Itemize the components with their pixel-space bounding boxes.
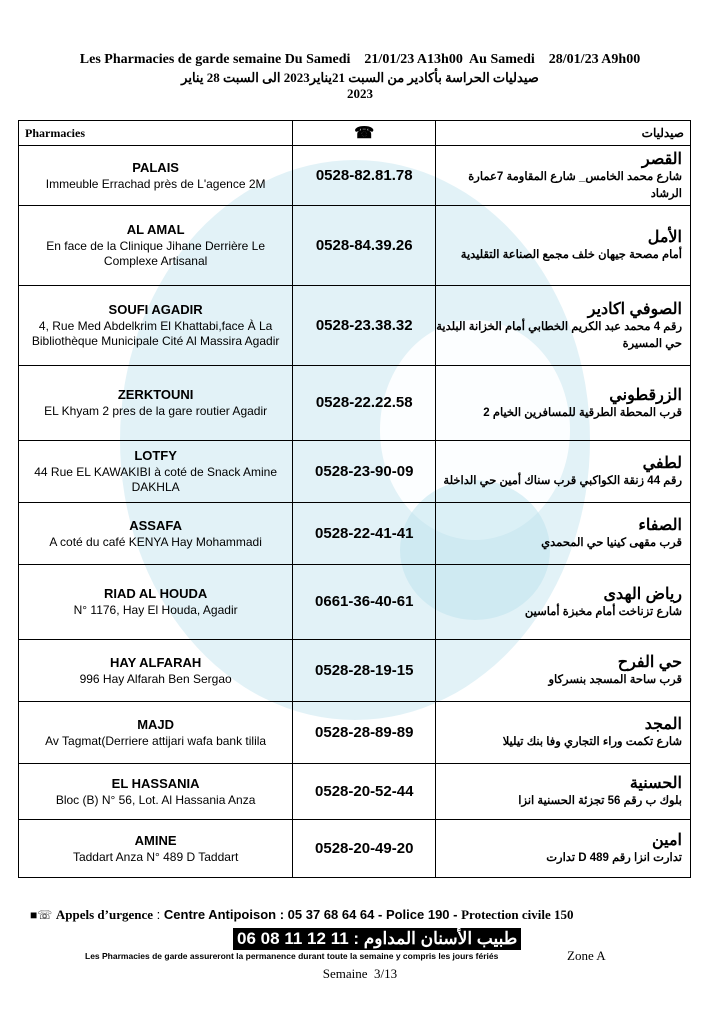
pharmacy-name-arabic: امين — [651, 832, 682, 849]
col-header-pharmacies: Pharmacies — [19, 121, 293, 146]
pharmacy-address: Immeuble Errachad près de L'agence 2M — [45, 176, 266, 191]
phone-cell — [293, 702, 436, 764]
arabic-cell — [436, 565, 691, 640]
pharmacy-address-arabic: شارع تكمت وراء التجاري وفا بنك تيليلا — [502, 736, 682, 748]
table-row — [19, 702, 691, 764]
pharmacy-address-arabic: رقم 4 محمد عبد الكريم الخطابي أمام الخزانة البلدية حي المسيرة — [436, 320, 682, 350]
table-row — [19, 820, 691, 878]
table-row — [19, 206, 691, 286]
pharmacy-address: N° 1176, Hay El Houda, Agadir — [73, 603, 238, 617]
pharmacy-name: HAY ALFARAH — [109, 654, 202, 670]
pharmacy-name-arabic: القصر — [641, 150, 682, 168]
page-title-arabic-year: 2023 — [347, 86, 373, 101]
pharmacy-name-arabic: الصوفي اكادير — [587, 300, 682, 318]
pharmacy-name-arabic: الزرقطوني — [609, 386, 682, 404]
pharmacy-address: EL Khyam 2 pres de la gare routier Agadir — [44, 404, 268, 418]
table-row — [19, 286, 691, 366]
pharmacy-cell — [19, 702, 293, 764]
permanence-note: Les Pharmacies de garde assureront la permanence durant toute la semaine y compris les jours fériés — [85, 951, 499, 961]
arabic-cell — [436, 503, 691, 565]
protection-civile: Protection civile 150 — [461, 907, 574, 922]
pharmacy-name: LOTFY — [134, 448, 177, 463]
pharmacy-cell — [19, 764, 293, 820]
pharmacy-phone: 0528-82.81.78 — [315, 166, 413, 184]
pharmacy-address-arabic: بلوك ب رقم 56 تجزئة الحسنية انزا — [518, 795, 682, 807]
pharmacy-name: SOUFI AGADIR — [108, 302, 203, 317]
pharmacy-phone: 0528-20-52-44 — [315, 782, 414, 800]
week-number: Semaine 3/13 — [322, 966, 398, 981]
table-row — [19, 640, 691, 702]
pharmacy-name-arabic: المجد — [644, 716, 682, 733]
table-row — [19, 764, 691, 820]
phone-cell — [293, 441, 436, 503]
table-row — [19, 503, 691, 565]
arabic-cell — [436, 820, 691, 878]
arabic-cell — [436, 366, 691, 441]
pharmacy-cell — [19, 146, 293, 206]
phone-cell — [293, 565, 436, 640]
arabic-cell — [436, 286, 691, 366]
pharmacy-name: EL HASSANIA — [111, 775, 200, 791]
phone-cell — [293, 640, 436, 702]
table-header-row — [19, 121, 691, 146]
pharmacy-phone: 0528-84.39.26 — [315, 236, 413, 254]
pharmacy-address: 4, Rue Med Abdelkrim El Khattabi,face À La Bibliothèque Municipale Cité Al Massira Agadir — [31, 319, 280, 348]
pharmacy-name-arabic: لطفي — [642, 455, 682, 472]
pharmacy-address: A coté du café KENYA Hay Mohammadi — [49, 534, 262, 549]
table-row — [19, 441, 691, 503]
pharmacy-phone: 0528-23.38.32 — [315, 316, 413, 334]
pharmacy-name-arabic: الحسنية — [629, 775, 682, 792]
pharmacy-address-arabic: تدارت انزا رقم 489 D تدارت — [546, 852, 682, 864]
pharmacy-address: En face de la Clinique Jihane Derrière Le Complexe Artisanal — [46, 239, 266, 268]
phone-cell — [293, 764, 436, 820]
telephone-icon: ☎ — [354, 125, 375, 142]
phone-cell — [293, 206, 436, 286]
emergency-separator: : — [156, 907, 161, 922]
arabic-cell — [436, 702, 691, 764]
arabic-cell — [436, 640, 691, 702]
pharmacy-phone: 0528-22.22.58 — [315, 394, 413, 411]
pharmacy-cell — [19, 820, 293, 878]
pharmacy-address: Av Tagmat(Derriere attijari wafa bank tilila — [45, 733, 267, 748]
phone-book-icon: ■☏ — [30, 908, 53, 922]
page-title-arabic: صيدليات الحراسة بأكادير من السبت 21يناير2023 الى السبت 28 يناير — [181, 70, 539, 85]
phone-cell — [293, 286, 436, 366]
pharmacy-name-arabic: الأمل — [647, 229, 682, 246]
pharmacy-cell — [19, 565, 293, 640]
pharmacy-cell — [19, 441, 293, 503]
pharmacy-name: ASSAFA — [129, 517, 182, 533]
phone-cell — [293, 366, 436, 441]
phone-cell — [293, 820, 436, 878]
pharmacy-address: Bloc (B) N° 56, Lot. Al Hassania Anza — [55, 792, 256, 807]
phone-cell — [293, 503, 436, 565]
pharmacy-phone: 0528-20-49-20 — [315, 839, 414, 857]
pharmacy-cell — [19, 640, 293, 702]
phone-cell — [293, 146, 436, 206]
pharmacy-name-arabic: حي الفرح — [617, 654, 682, 671]
arabic-cell — [436, 146, 691, 206]
pharmacy-address-arabic: شارع محمد الخامس_ شارع المقاومة 7عمارة الرشاد — [468, 170, 682, 200]
pharmacy-cell — [19, 503, 293, 565]
table-row — [19, 565, 691, 640]
emergency-numbers: Centre Antipoison : 05 37 68 64 64 - Police 190 - — [163, 907, 458, 922]
pharmacy-name-arabic: الصفاء — [638, 517, 682, 534]
table-row — [19, 366, 691, 441]
pharmacy-address: 996 Hay Alfarah Ben Sergao — [79, 671, 232, 686]
pharmacy-name: ZERKTOUNI — [117, 387, 194, 402]
pharmacy-cell — [19, 286, 293, 366]
pharmacy-address: 44 Rue EL KAWAKIBI à coté de Snack Amine DAKHLA — [34, 465, 278, 494]
arabic-cell — [436, 764, 691, 820]
emergency-label: Appels d’urgence — [55, 907, 154, 922]
pharmacy-address-arabic: قرب ساحة المسجد بنسركاو — [548, 674, 682, 686]
pharmacy-phone: 0528-22-41-41 — [315, 524, 414, 542]
pharmacy-cell — [19, 366, 293, 441]
pharmacy-address-arabic: شارع تزناخت أمام مخبزة أماسين — [524, 605, 682, 618]
pharmacy-name: PALAIS — [132, 159, 179, 175]
pharmacy-address-arabic: قرب مقهى كينيا حي المحمدي — [541, 537, 682, 549]
pharmacy-address-arabic: أمام مصحة جيهان خلف مجمع الصناعة التقليدية — [460, 249, 682, 261]
pharmacy-cell — [19, 206, 293, 286]
col-header-arabic: صيدليات — [436, 121, 691, 146]
pharmacy-phone: 0528-28-19-15 — [315, 661, 414, 679]
pharmacy-phone: 0528-23-90-09 — [315, 462, 414, 480]
pharmacy-address-arabic: رقم 44 زنقة الكواكبي قرب سناك أمين حي الداخلة — [443, 475, 682, 487]
zone-label: Zone A — [567, 948, 606, 963]
emergency-calls — [30, 907, 700, 923]
pharmacy-name: AMINE — [134, 832, 177, 848]
table-row — [19, 146, 691, 206]
arabic-cell — [436, 206, 691, 286]
pharmacy-phone: 0528-28-89-89 — [315, 723, 414, 741]
dentist-on-call: طبيب الأسنان المداوم : 11 12 11 08 06 — [233, 928, 521, 950]
pharmacy-address-arabic: قرب المحطة الطرقية للمسافرين الخيام 2 — [483, 406, 682, 419]
pharmacy-name: RIAD AL HOUDA — [103, 586, 208, 601]
pharmacy-address: Taddart Anza N° 489 D Taddart — [72, 849, 239, 864]
pharmacy-name-arabic: رياض الهدى — [603, 585, 682, 603]
pharmacies-table — [18, 120, 691, 878]
pharmacy-name: MAJD — [137, 716, 175, 732]
page-title: Les Pharmacies de garde semaine Du Samedi 21/01/23 A13h00 Au Samedi 28/01/23 A9h00 — [79, 52, 641, 67]
col-header-phone — [293, 121, 436, 146]
pharmacy-name: AL AMAL — [126, 222, 185, 237]
pharmacy-phone: 0661-36-40-61 — [315, 593, 414, 610]
arabic-cell — [436, 441, 691, 503]
